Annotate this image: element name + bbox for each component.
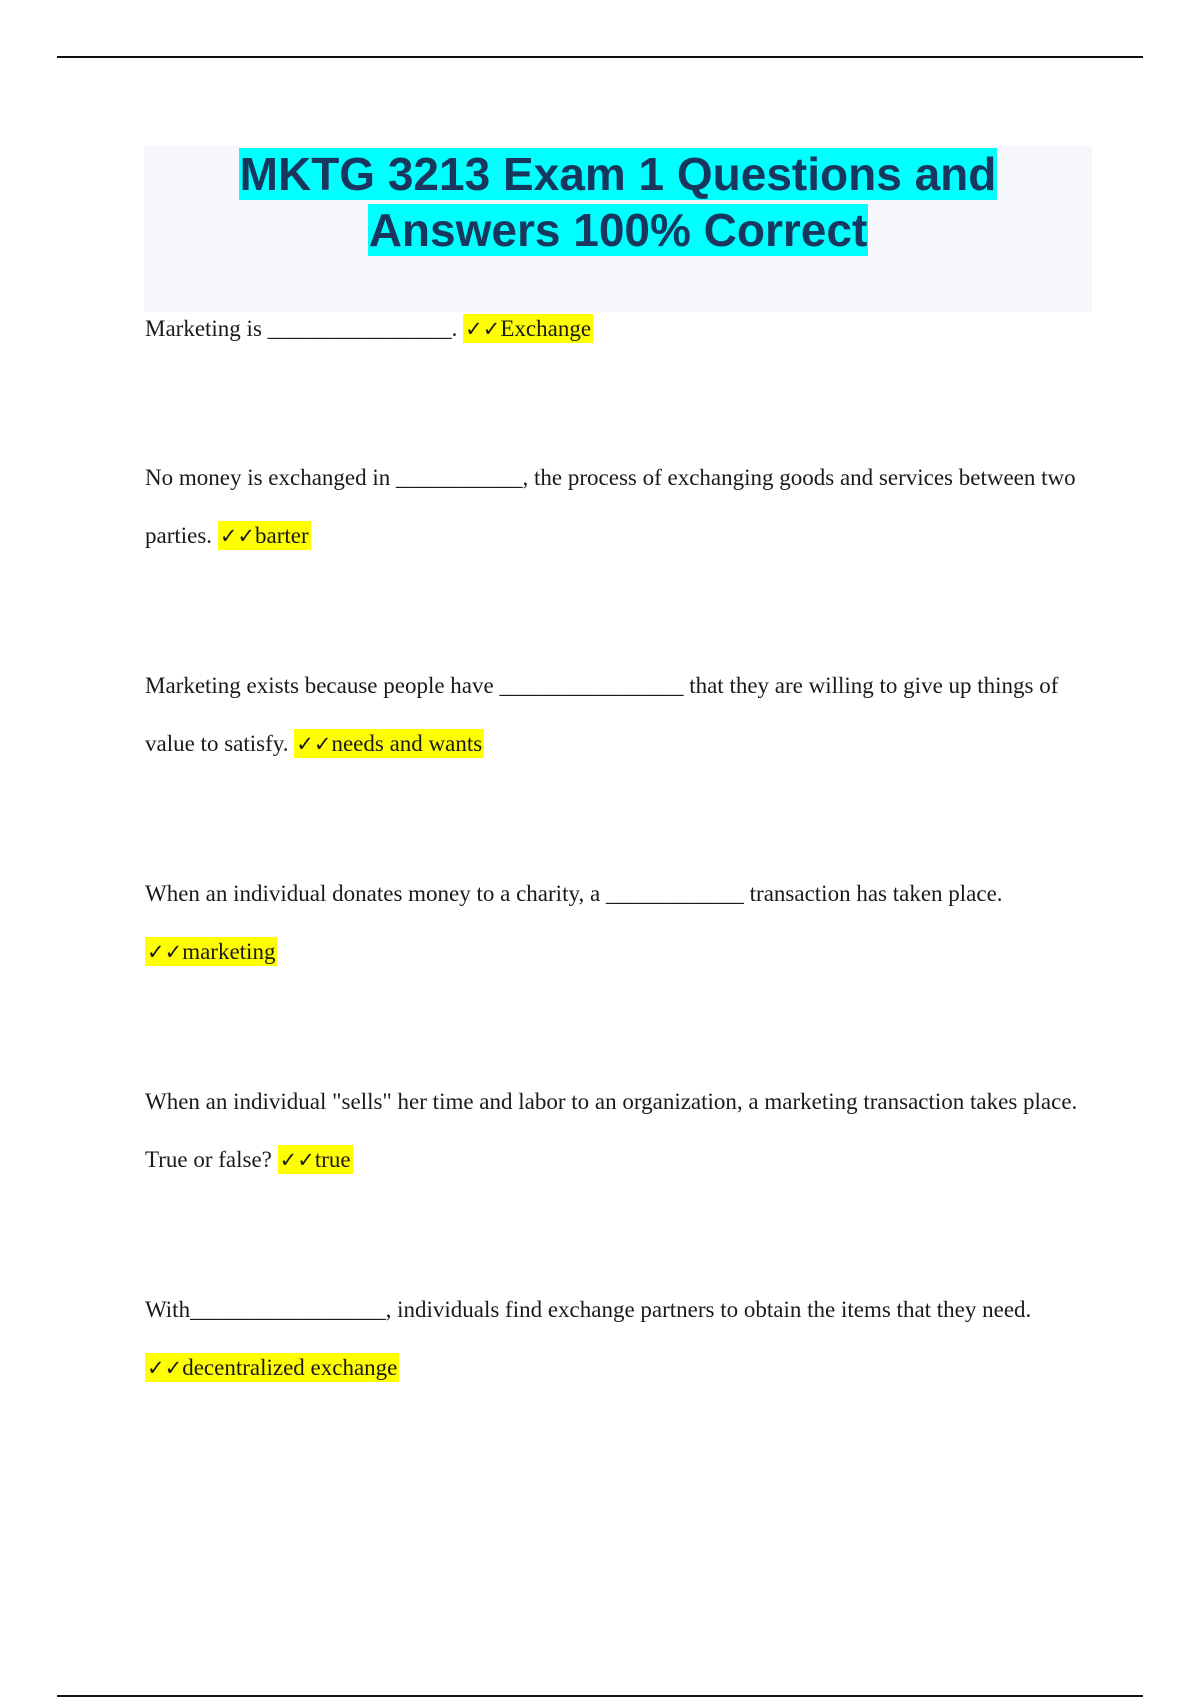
answer-highlight <box>278 1145 353 1174</box>
qa-item-6 <box>145 1281 1085 1397</box>
top-rule <box>57 56 1143 58</box>
answer-highlight <box>463 314 593 343</box>
answer-text: Exchange <box>500 316 592 341</box>
question-text: When an individual "sells" her time and labor to an organization, a marketing transaction takes place. True or false? <box>145 1089 1078 1172</box>
question-text: No money is exchanged in ___________, the process of exchanging goods and services between two parties. <box>145 465 1076 548</box>
double-check-icon: ✓✓ <box>279 1148 315 1172</box>
answer-highlight <box>294 729 484 758</box>
answer-highlight <box>218 521 311 550</box>
title-line-1: MKTG 3213 Exam 1 Questions and <box>239 148 997 200</box>
double-check-icon: ✓✓ <box>147 1356 183 1380</box>
question-text: When an individual donates money to a charity, a ____________ transaction has taken place. <box>145 881 1003 906</box>
bottom-rule <box>57 1695 1143 1697</box>
answer-highlight <box>145 1353 399 1382</box>
qa-item-3 <box>145 657 1085 773</box>
double-check-icon: ✓✓ <box>147 940 183 964</box>
double-check-icon: ✓✓ <box>465 317 501 341</box>
question-text: Marketing is ________________. <box>145 316 458 341</box>
qa-item-2 <box>145 449 1085 565</box>
double-check-icon: ✓✓ <box>296 732 332 756</box>
answer-text: barter <box>255 523 309 548</box>
qa-item-4 <box>145 865 1085 981</box>
answer-text: needs and wants <box>331 731 483 756</box>
answer-text: decentralized exchange <box>182 1355 398 1380</box>
qa-item-1 <box>145 300 1085 358</box>
answer-text: marketing <box>182 939 276 964</box>
answer-text: true <box>314 1147 351 1172</box>
title-box <box>144 146 1092 312</box>
qa-item-5 <box>145 1073 1085 1189</box>
double-check-icon: ✓✓ <box>219 524 256 548</box>
title-line-2: Answers 100% Correct <box>368 204 868 256</box>
question-text: With_________________, individuals find exchange partners to obtain the items that they need. <box>145 1297 1032 1322</box>
question-text: Marketing exists because people have ________________ that they are willing to give up things of value to satisfy. <box>145 673 1059 756</box>
answer-highlight <box>145 937 277 966</box>
page-title <box>144 146 1092 258</box>
